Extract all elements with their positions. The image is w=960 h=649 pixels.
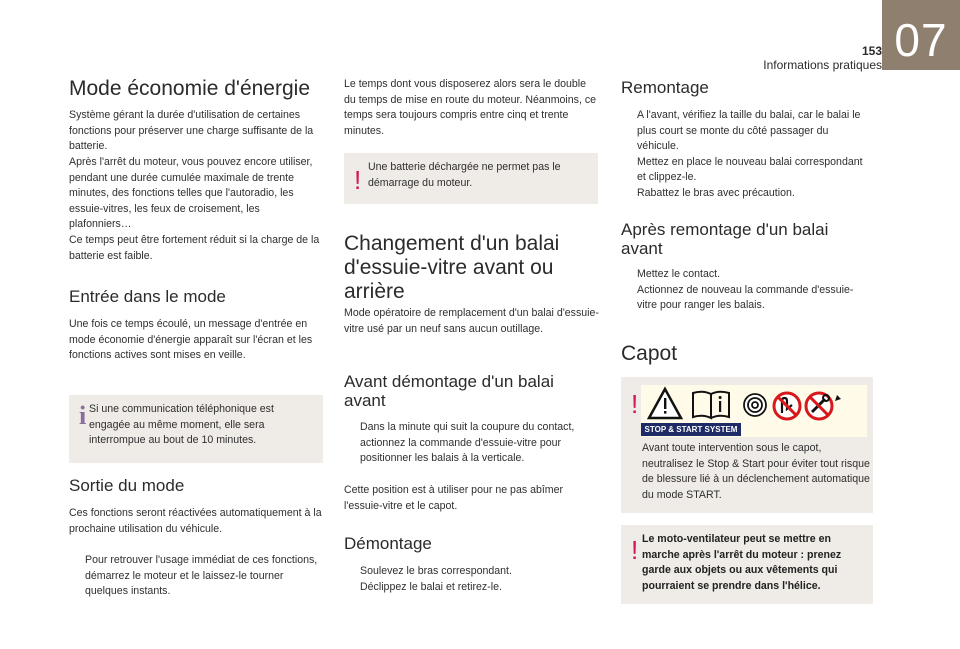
- list-item: Pour retrouver l'usage immédiat de ces fonctions, démarrez le moteur et le laissez-le tourner quelques instants.: [85, 554, 318, 598]
- after-refit-list: [621, 267, 873, 314]
- exit-mode-list: [69, 553, 324, 600]
- spring-belt-icon: [744, 394, 766, 416]
- refit-list: [621, 108, 873, 202]
- before-removal-list: [344, 420, 599, 467]
- no-tools-icon: [806, 393, 832, 419]
- hood-warning-text: Avant toute intervention sous le capot, neutralisez le Stop & Start pour éviter tout risque de blessure lié à un déclenchement automatique du mode START.: [642, 442, 870, 501]
- chapter-tab: 07: [882, 0, 960, 70]
- warning-pictograms: [641, 385, 867, 423]
- refit-title: Remontage: [621, 78, 709, 97]
- before-removal-text: Cette position est à utiliser pour ne pas abîmer l'essuie-vitre et le capot.: [344, 484, 564, 512]
- energy-mode-intro-2: Après l'arrêt du moteur, vous pouvez encore utiliser, pendant une durée cumulée maximale de trente minutes, des fonctions telles que l'autoradio, les essuie-vitres, les feux de croisement, les plafonniers…: [69, 156, 313, 231]
- warning-icon: !: [354, 165, 362, 195]
- list-item: Soulevez le bras correspondant.: [360, 565, 512, 577]
- list-item: Actionnez de nouveau la commande d'essuie-vitre pour ranger les balais.: [637, 283, 854, 312]
- hood-title: Capot: [621, 342, 678, 365]
- entry-mode-title: Entrée dans le mode: [69, 287, 226, 306]
- wiper-change-text: Mode opératoire de remplacement d'un balai d'essuie-vitre usé par un neuf sans aucun outillage.: [344, 307, 599, 335]
- info-icon: i: [79, 401, 87, 430]
- removal-list: [344, 564, 599, 595]
- list-item: Déclippez le balai et retirez-le.: [360, 580, 502, 593]
- stop-start-pictogram: [641, 385, 867, 437]
- list-item: Mettez en place le nouveau balai correspondant et clippez-le.: [637, 155, 863, 184]
- battery-warning-note: [344, 153, 598, 204]
- stop-start-label: STOP & START SYSTEM: [641, 423, 741, 436]
- no-hand-icon: [774, 393, 800, 419]
- engine-time-text: Le temps dont vous disposerez alors sera le double du temps de mise en route du moteur. Néanmoins, ce temps sera toujours compris entre cinq et trente minutes.: [344, 78, 597, 137]
- warning-icon: !: [631, 389, 639, 419]
- arrow-icon: [835, 395, 841, 401]
- energy-mode-intro: Système gérant la durée d'utilisation de certaines fonctions pour préserver une charge suffisante de la batterie.: [69, 109, 314, 153]
- before-removal-title: Avant démontage d'un balai avant: [344, 372, 554, 410]
- warning-icon: !: [631, 535, 639, 565]
- list-item: Mettez le contact.: [637, 268, 721, 280]
- page-number: 153: [861, 44, 882, 58]
- list-item: Dans la minute qui suit la coupure du contact, actionnez la commande d'essuie-vitre pour positionner les balais à la verticale.: [360, 421, 575, 465]
- exit-mode-title: Sortie du mode: [69, 476, 185, 495]
- info-note: [69, 395, 323, 463]
- exit-mode-text: Ces fonctions seront réactivées automatiquement à la prochaine utilisation du véhicule.: [69, 507, 322, 535]
- fan-warning-text: Le moto-ventilateur peut se mettre en marche après l'arrêt du moteur : prenez garde aux objets ou aux vêtements qui pourraient se prendre dans l'hélice.: [642, 533, 842, 592]
- manual-book-icon: [693, 392, 729, 418]
- entry-mode-text: Une fois ce temps écoulé, un message d'entrée en mode économie d'énergie apparaît sur l'écran et les fonctions actives sont mises en veille.: [69, 318, 313, 362]
- after-refit-title: Après remontage d'un balai avant: [621, 220, 829, 258]
- battery-warning-text: Une batterie déchargée ne permet pas le démarrage du moteur.: [368, 161, 561, 189]
- fan-warning-note: [621, 525, 873, 604]
- section-title: Informations pratiques: [763, 58, 882, 72]
- list-item: A l'avant, vérifiez la taille du balai, car le balai le plus court se monte du côté passager du véhicule.: [637, 109, 861, 153]
- energy-mode-intro-3: Ce temps peut être fortement réduit si la charge de la batterie est faible.: [69, 234, 320, 262]
- removal-title: Démontage: [344, 534, 432, 553]
- wiper-change-title: Changement d'un balai d'essuie-vitre avant ou arrière: [344, 232, 560, 303]
- energy-mode-title: Mode économie d'énergie: [69, 77, 310, 100]
- hood-warning-note: [621, 377, 873, 513]
- info-note-text: Si une communication téléphonique est engagée au même moment, elle sera interrompue au bout de 10 minutes.: [89, 403, 274, 447]
- list-item: Rabattez le bras avec précaution.: [637, 186, 795, 199]
